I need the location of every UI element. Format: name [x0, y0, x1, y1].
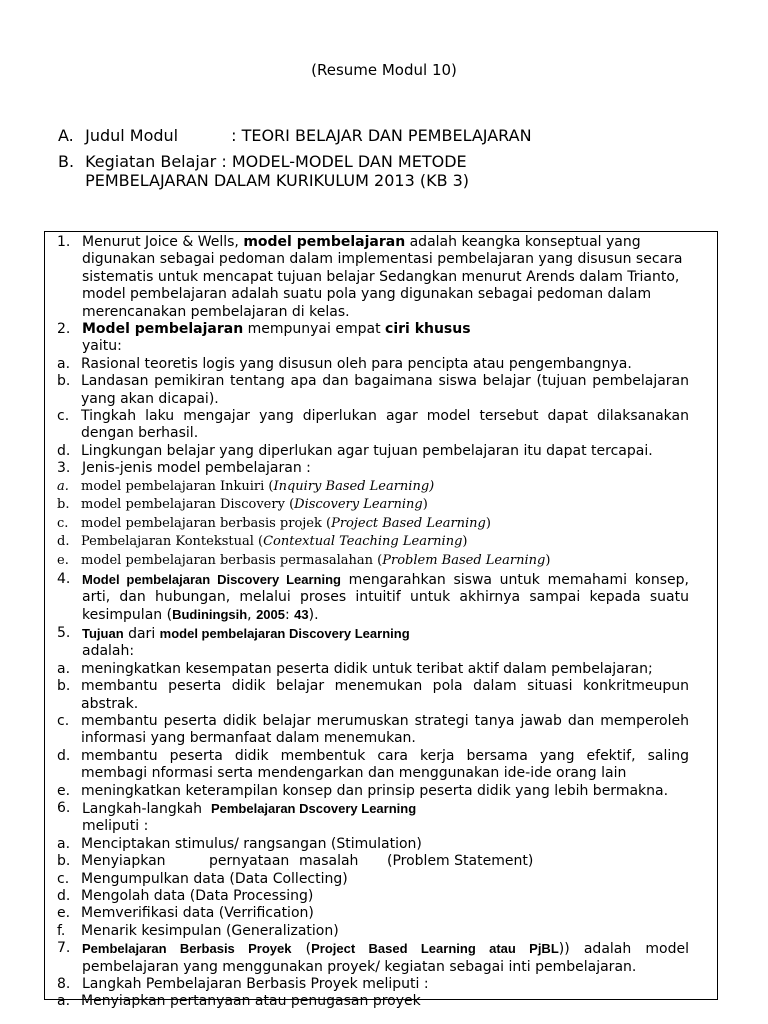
- sub-item: e. Memverifikasi data (Verrification): [57, 905, 314, 922]
- list-item-2: [57, 321, 689, 356]
- sub-item: c. membantu peserta didik belajar merumuskan strategi tanya jawab dan memperoleh informasi yang bermanfaat dalam menemukan.: [57, 712, 689, 747]
- sub-item: e. model pembelajaran berbasis permasalahan (Problem Based Learning): [57, 553, 551, 569]
- list-item-7: 7. Pembelajaran Berbasis Proyek (Project Based Learning atau PjBL)) adalah model pembelajaran yang menggunakan proyek/ kegiatan sebagai inti pembelajaran.: [57, 940, 689, 975]
- sub-item: a. meningkatkan kesempatan peserta didik untuk teribat aktif dalam pembelajaran;: [57, 660, 653, 677]
- item-2-text-2: yaitu:: [82, 338, 122, 355]
- sub-item: b. Landasan pemikiran tentang apa dan bagaimana siswa belajar (tujuan pembelajaran yang akan dicapai).: [57, 373, 689, 407]
- item-2-text: mempunyai empat: [243, 321, 386, 338]
- list-item-3: [57, 460, 689, 477]
- document-title: (Resume Modul 10): [311, 61, 457, 79]
- sub-item: a. Menyiapkan pertanyaan atau penugasan proyek: [57, 993, 421, 1010]
- item-2-bold: Model pembelajaran: [82, 321, 244, 338]
- sub-item: b. model pembelajaran Discovery (Discovery Learning): [57, 497, 428, 513]
- list-item-4: 4. Model pembelajaran Discovery Learning mengarahkan siswa untuk memahami konsep, arti, dan hubungan, melalui proses intuitif untuk akhirnya sampai kepada suatu kesimpulan (Budiningsih, 2005: 43).: [57, 570, 689, 624]
- item-number: 2.: [57, 321, 71, 338]
- sub-item: c. model pembelajaran berbasis projek (Project Based Learning): [57, 515, 491, 531]
- sub-item: d. Lingkungan belajar yang diperlukan agar tujuan pembelajaran itu dapat tercapai.: [57, 442, 653, 459]
- item-number: 5.: [57, 624, 71, 641]
- item-6-bold: Pembelajaran Dscovery Learning: [210, 800, 417, 816]
- list-item-8: [57, 976, 689, 993]
- sub-item: d. Pembelajaran Kontekstual (Contextual Teaching Learning): [57, 534, 468, 550]
- item-number: 8.: [57, 976, 71, 992]
- item-5-bold-2: model pembelajaran Discovery Learning: [159, 625, 410, 641]
- item-1-text-2: adalah keangka konseptual yang digunakan sebagai pedoman dalam implementasi pembelajaran yang disusun secara sistematis untuk mencapat tujuan belajar Sedangkan menurut Arends dalam Trianto, model pembelajaran adalah suatu pola yang digunakan sebagai pedoman dalam merencanakan pembelajaran di kelas.: [82, 234, 683, 320]
- list-item-5: 5. Tujuan dari model pembelajaran Discovery Learning adalah:: [57, 624, 410, 660]
- heading-b-label: B.: [58, 152, 75, 171]
- heading-a-value: TEORI BELAJAR DAN PEMBELAJARAN: [241, 126, 532, 145]
- heading-b-sep: :: [216, 152, 232, 171]
- item-7-bold: Pembelajaran Berbasis Proyek: [82, 941, 292, 957]
- sub-item: d. Mengolah data (Data Processing): [57, 887, 314, 904]
- item-6-text-2: meliputi :: [82, 818, 149, 835]
- heading-b-line1: MODEL-MODEL DAN METODE: [231, 152, 467, 171]
- sub-item: e. meningkatkan keterampilan konsep dan prinsip peserta didik yang lebih bermakna.: [57, 782, 669, 799]
- list-item-6: [57, 800, 689, 836]
- sub-item: a. model pembelajaran Inkuiri (Inquiry Based Learning): [57, 478, 435, 494]
- item-7-bold-2: Project Based Learning atau PjBL: [311, 941, 559, 957]
- sub-item: d. membantu peserta didik membentuk cara kerja bersama yang efektif, saling membagi nformasi serta mendengarkan dan menggunakan ide-ide orang lain: [57, 747, 689, 782]
- heading-judul-modul: [58, 126, 532, 145]
- item-number: 6.: [57, 799, 71, 816]
- sub-item: f. Menarik kesimpulan (Generalization): [57, 922, 339, 939]
- heading-a-sep: :: [231, 126, 242, 145]
- item-2-bold-2: ciri khusus: [385, 321, 471, 338]
- item-4-bold: Model pembelajaran Discovery Learning: [82, 571, 341, 587]
- sub-item: a. Menciptakan stimulus/ rangsangan (Stimulation): [57, 835, 422, 852]
- sub-item: b. Menyiapkan pernyataan masalah (Problem Statement): [57, 853, 534, 870]
- sub-item: c. Tingkah laku mengajar yang diperlukan agar model tersebut dapat dilaksanakan dengan berhasil.: [57, 408, 689, 442]
- sub-item: a. Rasional teoretis logis yang disusun oleh para pencipta atau pengembangnya.: [57, 355, 632, 372]
- item-1-bold: model pembelajaran: [243, 234, 406, 250]
- item-number: 7.: [57, 940, 71, 957]
- item-number: 3.: [57, 460, 71, 477]
- item-6-text: Langkah-langkah: [82, 800, 211, 817]
- item-8-text: Langkah Pembelajaran Berbasis Proyek meliputi :: [82, 976, 429, 992]
- sub-item: b. membantu peserta didik belajar menemukan pola dalam situasi konkritmeupun abstrak.: [57, 678, 689, 712]
- item-number: 1.: [57, 234, 71, 250]
- item-4-text: mengarahkan siswa untuk memahami konsep, arti, dan hubungan, melalui proses intuitif untuk akhirnya sampai kepada suatu kesimpulan (: [82, 571, 689, 624]
- item-3-text: Jenis-jenis model pembelajaran :: [82, 460, 311, 477]
- item-5-text-2: adalah:: [82, 643, 135, 660]
- heading-a-key: Judul Modul: [85, 126, 179, 145]
- heading-a-label: A.: [58, 126, 74, 145]
- heading-kegiatan-belajar: [58, 152, 469, 190]
- heading-b-key: Kegiatan Belajar: [85, 152, 217, 171]
- item-5-bold: Tujuan: [82, 625, 124, 641]
- heading-b-line2: PEMBELAJARAN DALAM KURIKULUM 2013 (KB 3): [85, 171, 470, 190]
- item-7-text: )) adalah model pembelajaran yang menggunakan proyek/ kegiatan sebagai inti pembelajaran.: [82, 941, 689, 975]
- list-item-1: [57, 234, 689, 321]
- item-1-text: Menurut Joice & Wells,: [82, 234, 244, 250]
- content-box: [44, 231, 718, 1010]
- sub-item: c. Mengumpulkan data (Data Collecting): [57, 870, 348, 887]
- item-number: 4.: [57, 570, 71, 587]
